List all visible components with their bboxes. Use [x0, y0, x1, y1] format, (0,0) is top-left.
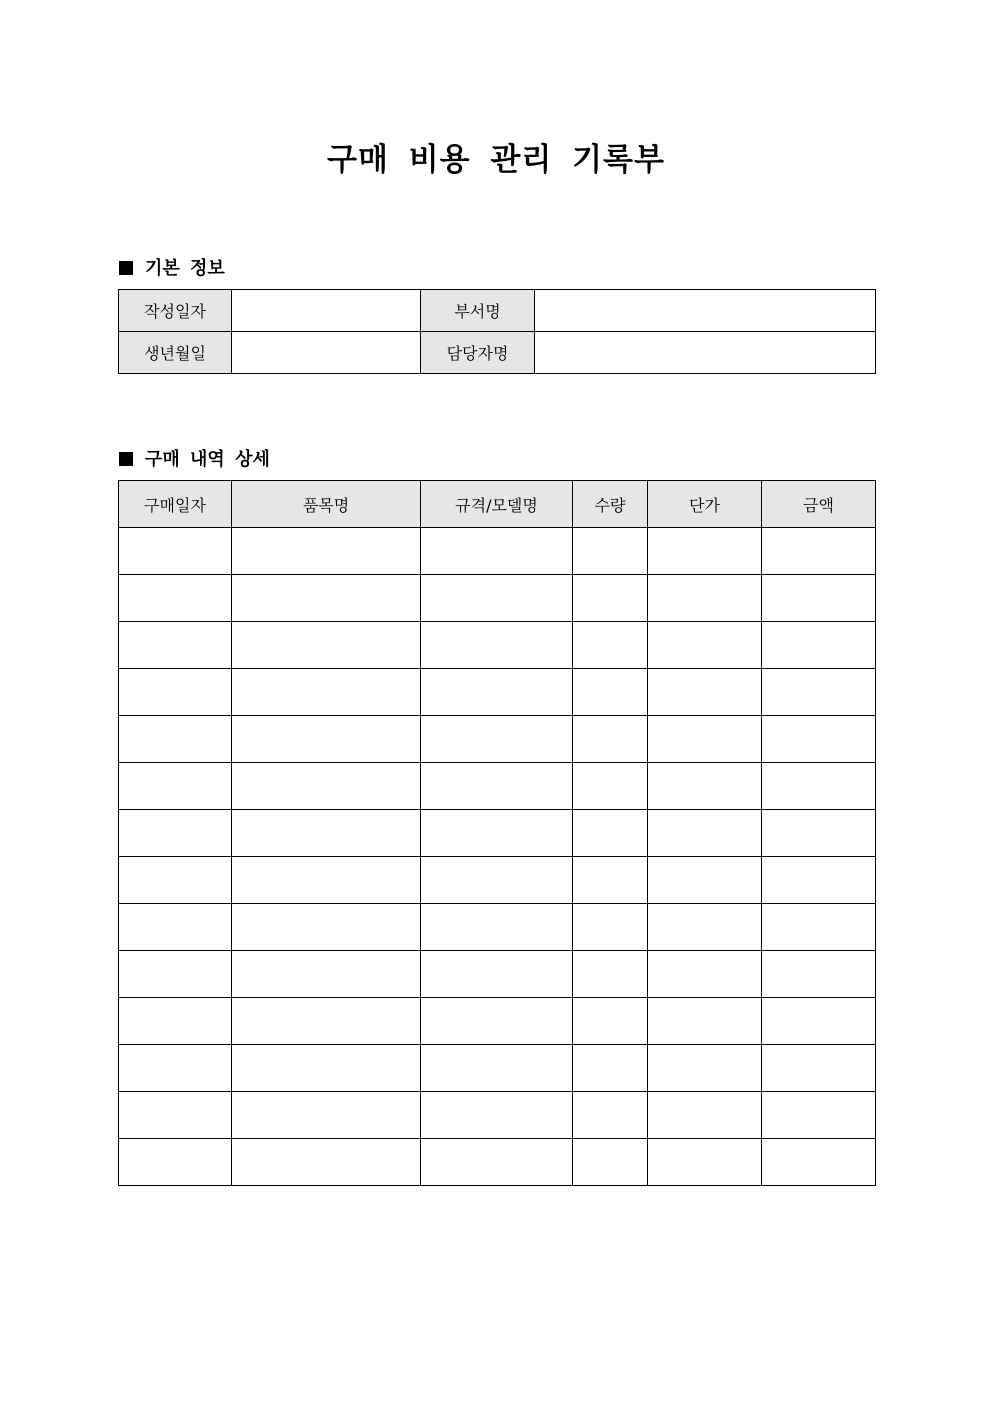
- square-bullet-icon: [119, 452, 133, 466]
- unit-price-cell[interactable]: [648, 622, 762, 669]
- spec-model-cell[interactable]: [421, 669, 573, 716]
- amount-cell[interactable]: [762, 575, 876, 622]
- table-row: [119, 528, 876, 575]
- label-department: 부서명: [421, 290, 535, 332]
- amount-cell[interactable]: [762, 669, 876, 716]
- quantity-cell[interactable]: [573, 669, 648, 716]
- column-header-unit-price: 단가: [648, 481, 762, 528]
- quantity-cell[interactable]: [573, 810, 648, 857]
- quantity-cell[interactable]: [573, 575, 648, 622]
- unit-price-cell[interactable]: [648, 857, 762, 904]
- quantity-cell[interactable]: [573, 763, 648, 810]
- purchase-details-table: [118, 480, 876, 1186]
- amount-cell[interactable]: [762, 716, 876, 763]
- table-row: [119, 951, 876, 998]
- item-name-cell[interactable]: [232, 528, 421, 575]
- purchase-date-cell[interactable]: [119, 528, 232, 575]
- item-name-cell[interactable]: [232, 810, 421, 857]
- quantity-cell[interactable]: [573, 716, 648, 763]
- purchase-date-cell[interactable]: [119, 763, 232, 810]
- table-row: [119, 1139, 876, 1186]
- table-row: [119, 332, 876, 374]
- item-name-cell[interactable]: [232, 1139, 421, 1186]
- column-header-amount: 금액: [762, 481, 876, 528]
- quantity-cell[interactable]: [573, 857, 648, 904]
- table-row: [119, 763, 876, 810]
- table-header-row: [119, 481, 876, 528]
- table-row: [119, 290, 876, 332]
- item-name-cell[interactable]: [232, 904, 421, 951]
- quantity-cell[interactable]: [573, 528, 648, 575]
- unit-price-cell[interactable]: [648, 669, 762, 716]
- table-row: [119, 1045, 876, 1092]
- table-row: [119, 998, 876, 1045]
- table-row: [119, 857, 876, 904]
- amount-cell[interactable]: [762, 857, 876, 904]
- purchase-details-heading-text: 구매 내역 상세: [145, 449, 270, 470]
- quantity-cell[interactable]: [573, 1139, 648, 1186]
- spec-model-cell[interactable]: [421, 575, 573, 622]
- item-name-cell[interactable]: [232, 857, 421, 904]
- unit-price-cell[interactable]: [648, 1092, 762, 1139]
- table-row: [119, 669, 876, 716]
- purchase-date-cell[interactable]: [119, 904, 232, 951]
- purchase-date-cell[interactable]: [119, 669, 232, 716]
- quantity-cell[interactable]: [573, 998, 648, 1045]
- item-name-cell[interactable]: [232, 951, 421, 998]
- table-row: [119, 716, 876, 763]
- purchase-date-cell[interactable]: [119, 1045, 232, 1092]
- unit-price-cell[interactable]: [648, 951, 762, 998]
- unit-price-cell[interactable]: [648, 998, 762, 1045]
- purchase-date-cell[interactable]: [119, 857, 232, 904]
- purchase-date-cell[interactable]: [119, 622, 232, 669]
- column-header-quantity: 수량: [573, 481, 648, 528]
- unit-price-cell[interactable]: [648, 575, 762, 622]
- unit-price-cell[interactable]: [648, 810, 762, 857]
- section-heading-purchase-details: [119, 445, 270, 471]
- item-name-cell[interactable]: [232, 669, 421, 716]
- purchase-date-cell[interactable]: [119, 810, 232, 857]
- amount-cell[interactable]: [762, 1092, 876, 1139]
- section-heading-basic-info: [119, 254, 225, 280]
- amount-cell[interactable]: [762, 951, 876, 998]
- square-bullet-icon: [119, 261, 133, 275]
- spec-model-cell[interactable]: [421, 622, 573, 669]
- amount-cell[interactable]: [762, 763, 876, 810]
- basic-info-heading-text: 기본 정보: [145, 258, 225, 279]
- table-row: [119, 904, 876, 951]
- item-name-cell[interactable]: [232, 998, 421, 1045]
- quantity-cell[interactable]: [573, 904, 648, 951]
- quantity-cell[interactable]: [573, 951, 648, 998]
- spec-model-cell[interactable]: [421, 528, 573, 575]
- column-header-item-name: 품목명: [232, 481, 421, 528]
- manager-name-field[interactable]: [535, 332, 876, 374]
- purchase-date-cell[interactable]: [119, 1139, 232, 1186]
- spec-model-cell[interactable]: [421, 857, 573, 904]
- birth-date-field[interactable]: [232, 332, 421, 374]
- item-name-cell[interactable]: [232, 575, 421, 622]
- table-row: [119, 575, 876, 622]
- spec-model-cell[interactable]: [421, 810, 573, 857]
- column-header-purchase-date: 구매일자: [119, 481, 232, 528]
- spec-model-cell[interactable]: [421, 998, 573, 1045]
- item-name-cell[interactable]: [232, 716, 421, 763]
- spec-model-cell[interactable]: [421, 763, 573, 810]
- item-name-cell[interactable]: [232, 622, 421, 669]
- document-title: 구매 비용 관리 기록부: [327, 142, 665, 178]
- spec-model-cell[interactable]: [421, 1139, 573, 1186]
- item-name-cell[interactable]: [232, 1092, 421, 1139]
- column-header-spec-model: 규격/모델명: [421, 481, 573, 528]
- amount-cell[interactable]: [762, 528, 876, 575]
- spec-model-cell[interactable]: [421, 1045, 573, 1092]
- table-row: [119, 622, 876, 669]
- label-written-date: 작성일자: [119, 290, 232, 332]
- label-manager-name: 담당자명: [421, 332, 535, 374]
- amount-cell[interactable]: [762, 622, 876, 669]
- written-date-field[interactable]: [232, 290, 421, 332]
- item-name-cell[interactable]: [232, 1045, 421, 1092]
- unit-price-cell[interactable]: [648, 763, 762, 810]
- quantity-cell[interactable]: [573, 1045, 648, 1092]
- purchase-date-cell[interactable]: [119, 951, 232, 998]
- unit-price-cell[interactable]: [648, 528, 762, 575]
- unit-price-cell[interactable]: [648, 904, 762, 951]
- table-row: [119, 1092, 876, 1139]
- unit-price-cell[interactable]: [648, 1045, 762, 1092]
- unit-price-cell[interactable]: [648, 1139, 762, 1186]
- amount-cell[interactable]: [762, 1139, 876, 1186]
- spec-model-cell[interactable]: [421, 951, 573, 998]
- purchase-date-cell[interactable]: [119, 575, 232, 622]
- department-field[interactable]: [535, 290, 876, 332]
- label-birth-date: 생년월일: [119, 332, 232, 374]
- amount-cell[interactable]: [762, 904, 876, 951]
- item-name-cell[interactable]: [232, 763, 421, 810]
- purchase-date-cell[interactable]: [119, 1092, 232, 1139]
- quantity-cell[interactable]: [573, 1092, 648, 1139]
- amount-cell[interactable]: [762, 998, 876, 1045]
- table-row: [119, 810, 876, 857]
- spec-model-cell[interactable]: [421, 716, 573, 763]
- purchase-date-cell[interactable]: [119, 716, 232, 763]
- spec-model-cell[interactable]: [421, 1092, 573, 1139]
- spec-model-cell[interactable]: [421, 904, 573, 951]
- basic-info-table: [118, 289, 876, 374]
- quantity-cell[interactable]: [573, 622, 648, 669]
- amount-cell[interactable]: [762, 810, 876, 857]
- purchase-date-cell[interactable]: [119, 998, 232, 1045]
- unit-price-cell[interactable]: [648, 716, 762, 763]
- amount-cell[interactable]: [762, 1045, 876, 1092]
